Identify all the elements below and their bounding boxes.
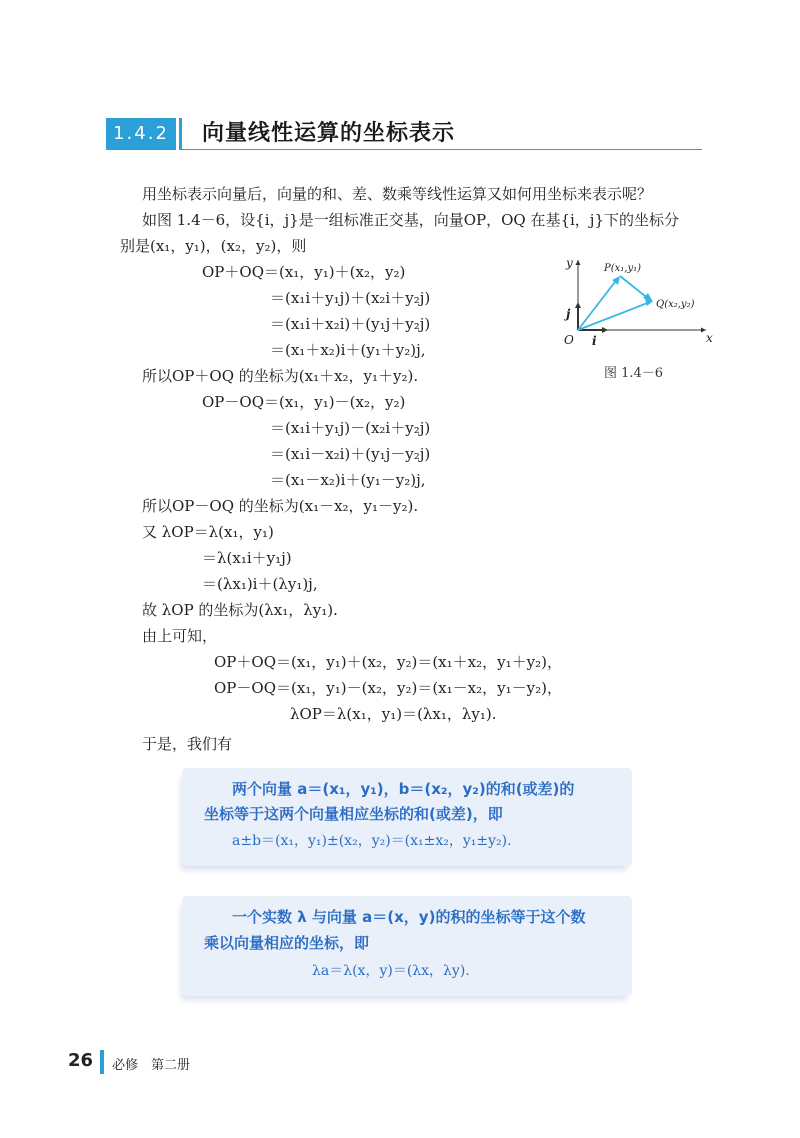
equation-line: OP－OQ＝(x₁，y₁)－(x₂，y₂)＝(x₁－x₂，y₁－y₂)，: [214, 679, 562, 697]
section-title: 向量线性运算的坐标表示: [202, 121, 456, 146]
label-point-p: P(x₁,y₁): [604, 263, 642, 274]
equation-line: ＝(λx₁)i＋(λy₁)j,: [202, 575, 318, 593]
unit-vector-j-arrow: [575, 302, 581, 308]
label-y: y: [566, 256, 573, 270]
label-x: x: [706, 331, 713, 345]
unit-vector-i-arrow: [602, 327, 608, 333]
equation-line: ＝λ(x₁i＋y₁j): [202, 549, 292, 567]
equation-line: OP＋OQ＝(x₁，y₁)＋(x₂，y₂): [202, 263, 406, 281]
equation-line: OP－OQ＝(x₁，y₁)－(x₂，y₂): [202, 393, 406, 411]
equation-line: 又 λOP＝λ(x₁，y₁): [142, 523, 274, 541]
header-rule: [182, 149, 702, 150]
intro-paragraph: 用坐标表示向量后，向量的和、差、数乘等线性运算又如何用坐标来表示呢？: [142, 185, 653, 203]
label-i: i: [592, 334, 597, 348]
section-number: 1.4.2: [106, 118, 176, 150]
equation-line: OP＋OQ＝(x₁，y₁)＋(x₂，y₂)＝(x₁＋x₂，y₁＋y₂)，: [214, 653, 562, 671]
text-line: 别是(x₁，y₁)，(x₂，y₂)，则: [120, 237, 307, 255]
text-line: 所以OP＋OQ 的坐标为(x₁＋x₂，y₁＋y₂).: [142, 367, 419, 385]
box-formula: λa＝λ(x，y)＝(λx，λy).: [312, 963, 470, 979]
theorem-box-scalar: [182, 896, 632, 996]
page-number: 26: [68, 1050, 94, 1071]
text-line: 由上可知，: [142, 627, 218, 645]
footer-divider: [100, 1050, 104, 1074]
box-text: 乘以向量相应的坐标，即: [204, 934, 370, 952]
label-point-q: Q(x₂,y₂): [656, 299, 695, 310]
equation-line: ＝(x₁i＋x₂i)＋(y₁j＋y₂j): [270, 315, 431, 333]
text-line: 所以OP－OQ 的坐标为(x₁－x₂，y₁－y₂).: [142, 497, 419, 515]
section-divider: [179, 118, 182, 150]
figure-caption: 图 1.4－6: [604, 366, 664, 381]
equation-line: ＝(x₁i＋y₁j)－(x₂i＋y₂j): [270, 419, 431, 437]
text-line: 如图 1.4－6，设{i，j}是一组标准正交基，向量OP，OQ 在基{i，j}下的坐标分: [142, 211, 679, 229]
label-origin: O: [564, 333, 574, 347]
equation-line: ＝(x₁i－x₂i)＋(y₁j－y₂j): [270, 445, 431, 463]
vector-figure: [556, 252, 716, 352]
equation-line: λOP＝λ(x₁，y₁)＝(λx₁，λy₁).: [290, 705, 497, 723]
equation-line: ＝(x₁－x₂)i＋(y₁－y₂)j,: [270, 471, 426, 489]
text-line: 于是，我们有: [142, 735, 233, 753]
box-text: 一个实数 λ 与向量 a＝(x，y)的积的坐标等于这个数: [232, 908, 586, 926]
equation-line: ＝(x₁＋x₂)i＋(y₁＋y₂)j,: [270, 341, 426, 359]
equation-line: ＝(x₁i＋y₁j)＋(x₂i＋y₂j): [270, 289, 431, 307]
theorem-box-sum: [182, 768, 632, 866]
box-formula: a±b＝(x₁，y₁)±(x₂，y₂)＝(x₁±x₂，y₁±y₂).: [232, 833, 512, 849]
label-j: j: [566, 307, 571, 321]
book-title: 必修 第二册: [112, 1058, 191, 1073]
box-text: 两个向量 a＝(x₁，y₁)，b＝(x₂，y₂)的和(或差)的: [232, 780, 575, 798]
text-line: 故 λOP 的坐标为(λx₁，λy₁).: [142, 601, 338, 619]
y-axis-arrow: [576, 260, 581, 265]
box-text: 坐标等于这两个向量相应坐标的和(或差)，即: [204, 805, 503, 823]
